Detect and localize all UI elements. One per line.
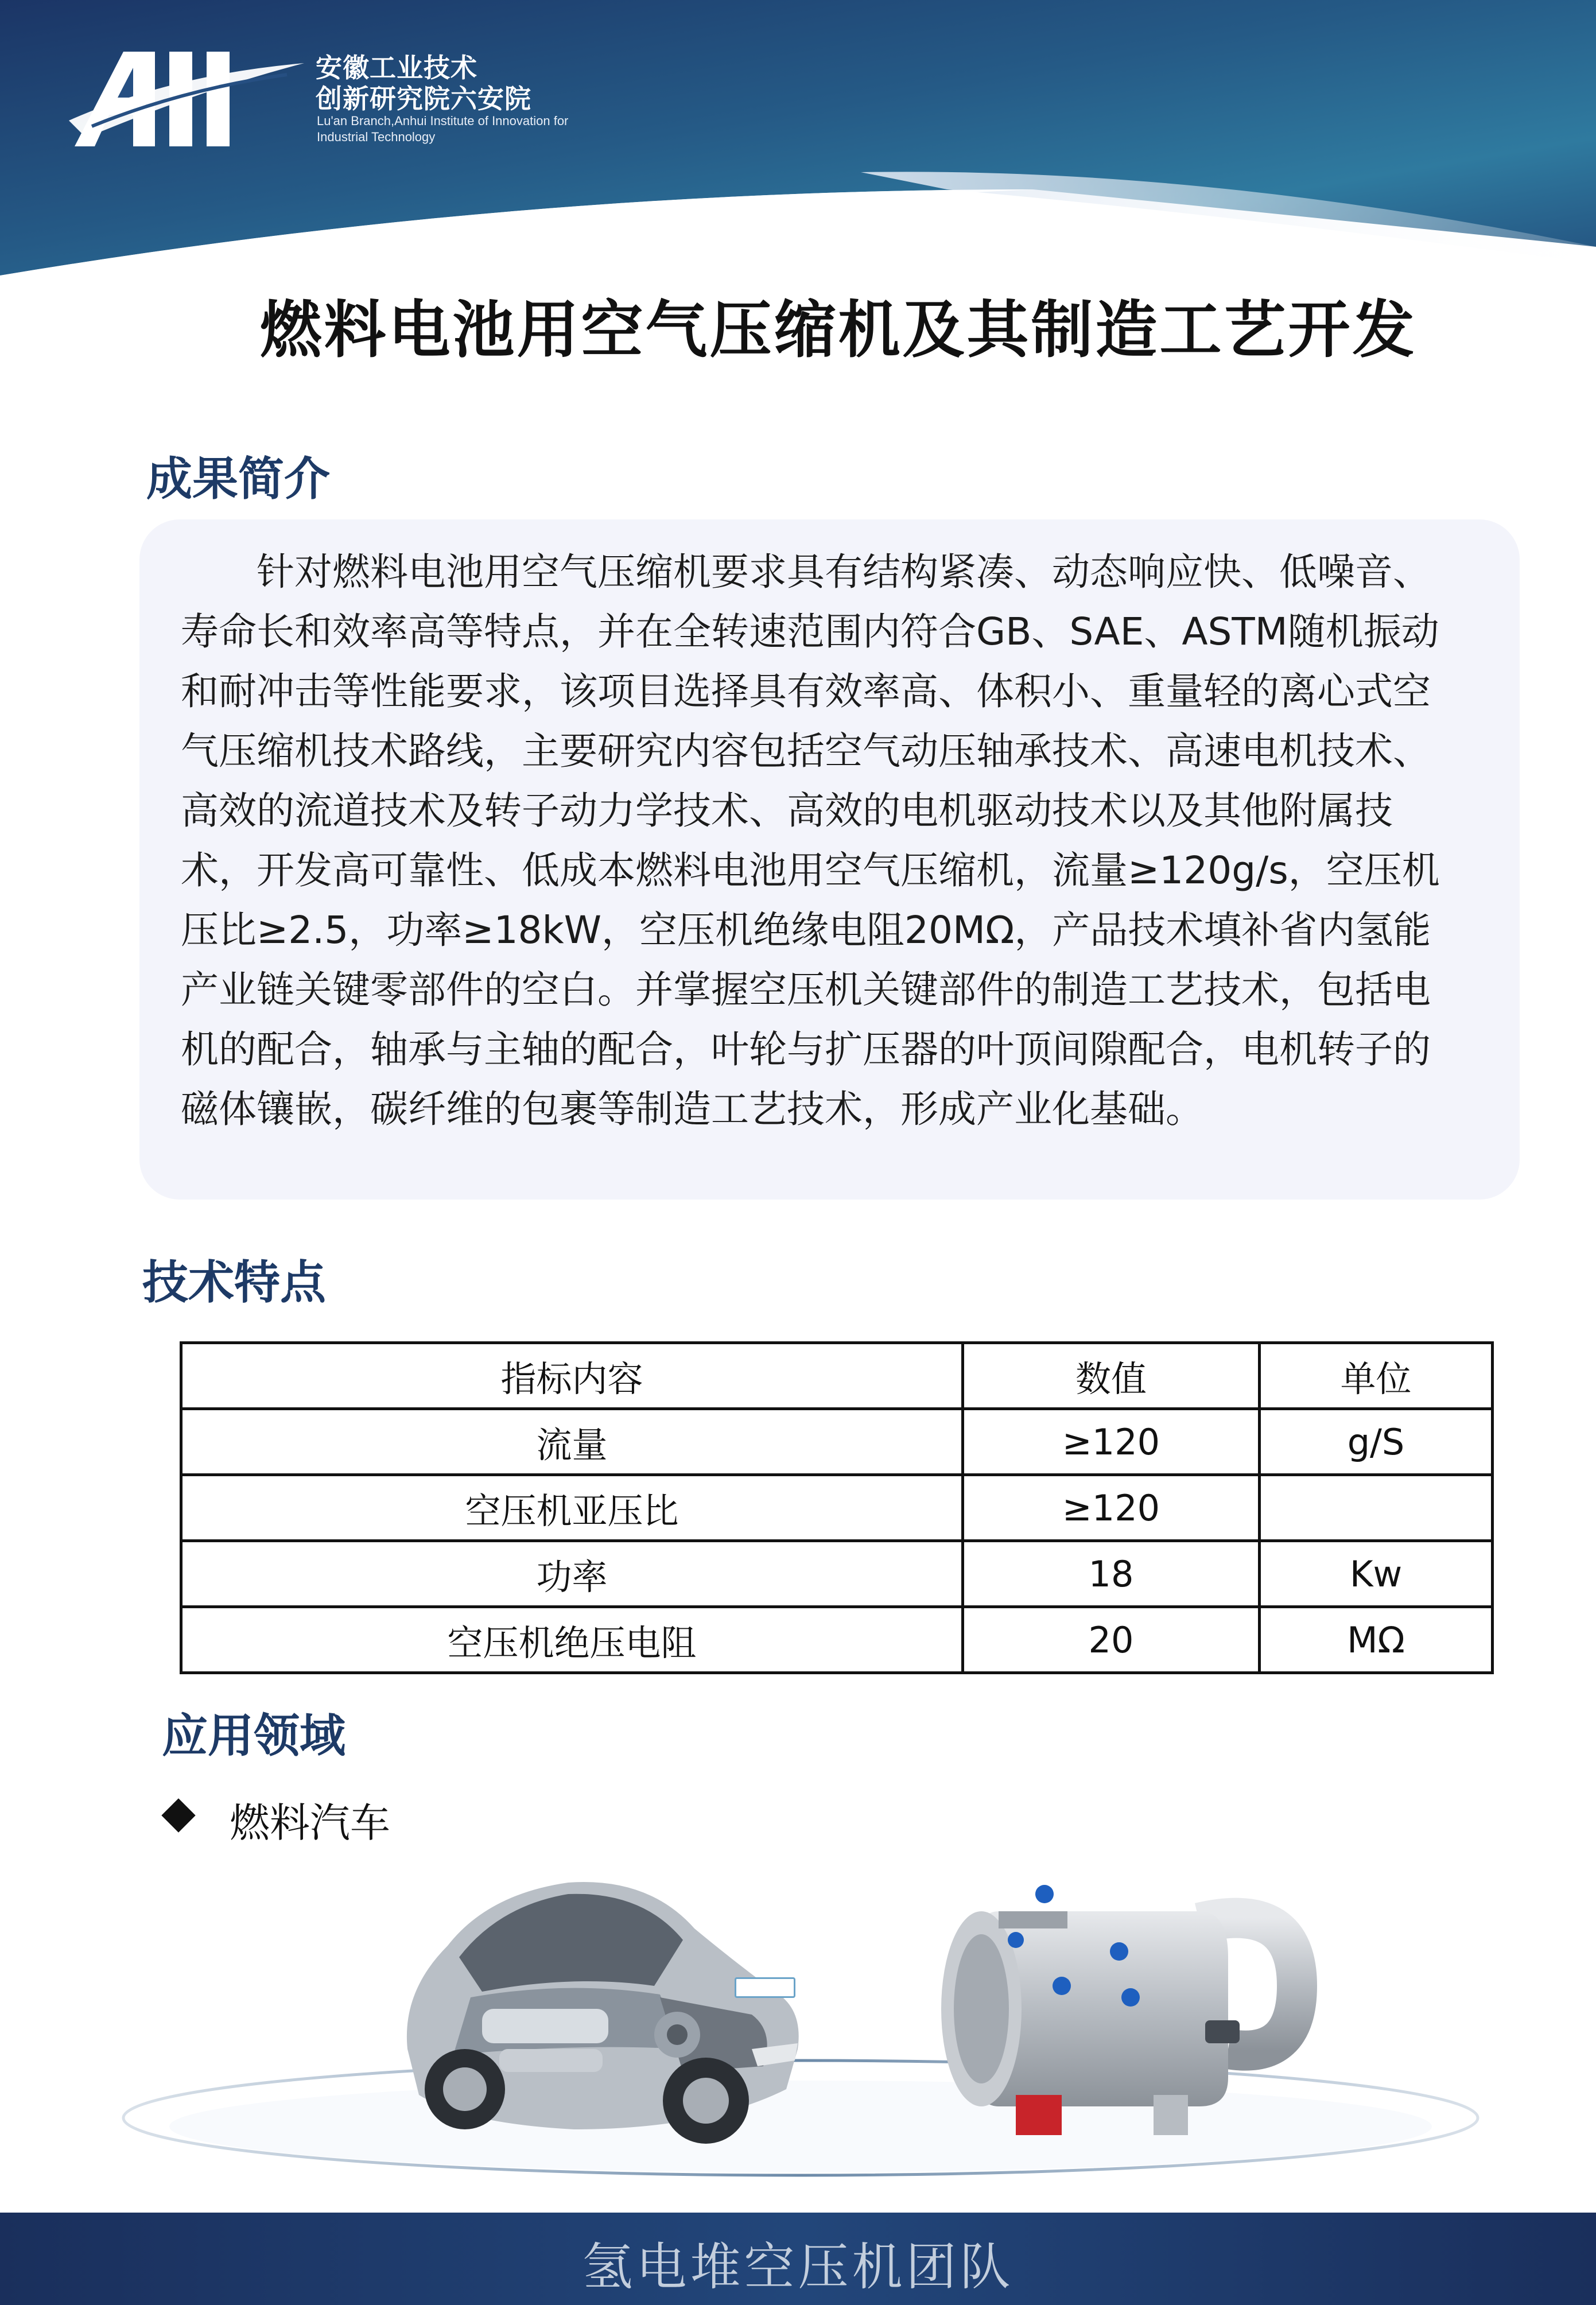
table-header-row xyxy=(181,1343,1493,1409)
illustration-stage xyxy=(0,1860,1596,2181)
table-header-cell: 数值 xyxy=(963,1343,1260,1409)
logo-name-en-line1: Lu'an Branch,Anhui Institute of Innovation for xyxy=(317,114,569,128)
air-compressor-illustration xyxy=(930,1877,1326,2147)
applications-heading: 应用领域 xyxy=(162,1709,345,1763)
table-cell: 空压机绝压电阻 xyxy=(181,1607,963,1673)
intro-text: 针对燃料电池用空气压缩机要求具有结构紧凑、动态响应快、低噪音、寿命长和效率高等特点，并在全转速范围内符合GB、SAE、ASTM随机振动和耐冲击等性能要求，该项目选择具有效率高、体积小、重量轻的离心式空气压缩机技术路线，主要研究内容包括空气动压轴承技术、高速电机技术、高效的流道技术及转子动力学技术、高效的电机驱动技术以及其他附属技术，开发高可靠性、低成本燃料电池用空气压缩机，流量≥120g/s，空压机压比≥2.5，功率≥18kW，空压机绝缘电阻20MΩ，产品技术填补省内氢能产业链关键零部件的空白。并掌握空压机关键部件的制造工艺技术，包括电机的配合，轴承与主轴的配合，叶轮与扩压器的叶顶间隙配合，电机转子的磁体镶嵌，碳纤维的包裹等制造工艺技术，形成产业化基础。 xyxy=(181,550,1440,1131)
table-cell: 流量 xyxy=(181,1409,963,1475)
table-row xyxy=(181,1607,1493,1673)
footer-team-name: 氢电堆空压机团队 xyxy=(582,2237,1014,2296)
fuel-cell-car-illustration xyxy=(385,1860,809,2158)
table-row xyxy=(181,1475,1493,1541)
intro-heading: 成果简介 xyxy=(146,452,330,506)
callout-tag xyxy=(735,1977,795,1998)
logo-mark-icon xyxy=(69,40,310,155)
table-row xyxy=(181,1541,1493,1607)
logo-name-cn-line1: 安徽工业技术 xyxy=(316,52,477,83)
table-header-cell: 指标内容 xyxy=(181,1343,963,1409)
table-header-cell: 单位 xyxy=(1260,1343,1493,1409)
logo-name-en-line2: Industrial Technology xyxy=(317,130,436,144)
application-label: 燃料汽车 xyxy=(230,1799,390,1846)
diamond-bullet-icon xyxy=(161,1798,195,1832)
table-cell: 空压机亚压比 xyxy=(181,1475,963,1541)
table-cell: 功率 xyxy=(181,1541,963,1607)
table-cell: 18 xyxy=(963,1541,1260,1607)
table-cell: ≥120 xyxy=(963,1409,1260,1475)
institute-logo xyxy=(69,40,643,155)
table-cell: 20 xyxy=(963,1607,1260,1673)
spec-table xyxy=(180,1341,1494,1674)
table-row xyxy=(181,1409,1493,1475)
table-cell: Kw xyxy=(1260,1541,1493,1607)
intro-box xyxy=(139,519,1520,1200)
logo-name-cn-line2: 创新研究院六安院 xyxy=(316,83,531,114)
page-title: 燃料电池用空气压缩机及其制造工艺开发 xyxy=(259,294,1417,366)
table-cell: MΩ xyxy=(1260,1607,1493,1673)
table-cell: g/S xyxy=(1260,1409,1493,1475)
table-cell xyxy=(1260,1475,1493,1541)
table-cell: ≥120 xyxy=(963,1475,1260,1541)
features-heading: 技术特点 xyxy=(142,1256,326,1309)
